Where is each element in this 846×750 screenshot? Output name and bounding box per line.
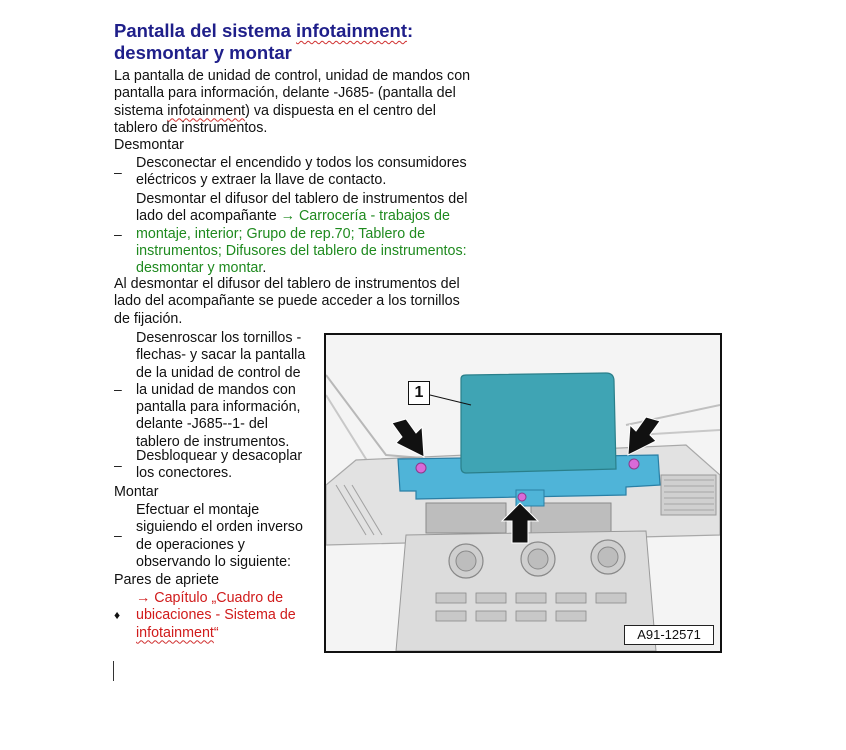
step-desbloquear: Desbloquear y desacoplar los conectores. <box>136 448 303 482</box>
bullet-marker: ♦ <box>114 608 121 622</box>
step-marker: – <box>114 527 122 543</box>
callout-label: 1 <box>408 381 430 405</box>
spellcheck-word: infotainment <box>296 20 408 41</box>
dashboard-illustration <box>324 333 722 653</box>
dashboard-drawing <box>326 335 720 651</box>
cross-reference-link[interactable]: instrumentos; Difusores del tablero de instrumentos: <box>136 242 467 259</box>
cross-reference-link[interactable]: infotainment <box>136 624 214 641</box>
figure-code: A91-12571 <box>624 625 714 645</box>
cross-reference-link[interactable]: montaje, interior; Grupo de rep.70; Tablero de <box>136 225 426 242</box>
step-desconectar: Desconectar el encendido y todos los consumidores eléctricos y extraer la llave de contacto. <box>136 155 467 189</box>
cross-reference-link[interactable]: → Carrocería - trabajos de <box>280 208 450 225</box>
step-marker: – <box>114 226 122 242</box>
torque-reference: → Capítulo „Cuadro de ubicaciones - Sistema de infotainment“ <box>136 590 321 642</box>
step-marker: – <box>114 457 122 473</box>
step-marker: – <box>114 164 122 180</box>
text-cursor <box>113 661 114 681</box>
desmontar-heading: Desmontar <box>114 137 184 153</box>
page-title: Pantalla del sistema infotainment: desmontar y montar <box>114 20 414 63</box>
step-desmontar-difusor: Desmontar el difusor del tablero de instrumentos del lado del acompañante → Carrocería - trabajos de montaje, interior; Grupo de rep.70; Tablero de instrumentos; Difusores del tablero de instrumentos: desmontar y montar. <box>136 191 486 277</box>
cross-reference-link[interactable]: desmontar y montar <box>136 260 263 277</box>
step-efectuar-montaje: Efectuar el montaje siguiendo el orden inverso de operaciones y observando lo siguiente: <box>136 502 303 570</box>
note-paragraph: Al desmontar el difusor del tablero de instrumentos del lado del acompañante se puede acceder a los tornillos de fijación. <box>114 276 460 327</box>
cross-reference-link[interactable]: → Capítulo „Cuadro de <box>136 590 284 606</box>
step-marker: – <box>114 381 122 397</box>
montar-heading: Montar <box>114 484 159 500</box>
intro-paragraph: La pantalla de unidad de control, unidad de mandos con pantalla para información, delante -J685- (pantalla del sistema infotainment) va dispuesta en el centro del tablero de instrumentos. <box>114 68 471 136</box>
step-desenroscar: Desenroscar los tornillos - flechas- y sacar la pantalla de la unidad de control de la unidad de mandos con pantalla para información, delante -J685--1- del tablero de instrumentos. <box>136 330 306 450</box>
pares-heading: Pares de apriete <box>114 572 219 588</box>
cross-reference-link[interactable]: ubicaciones - Sistema de <box>136 607 296 624</box>
